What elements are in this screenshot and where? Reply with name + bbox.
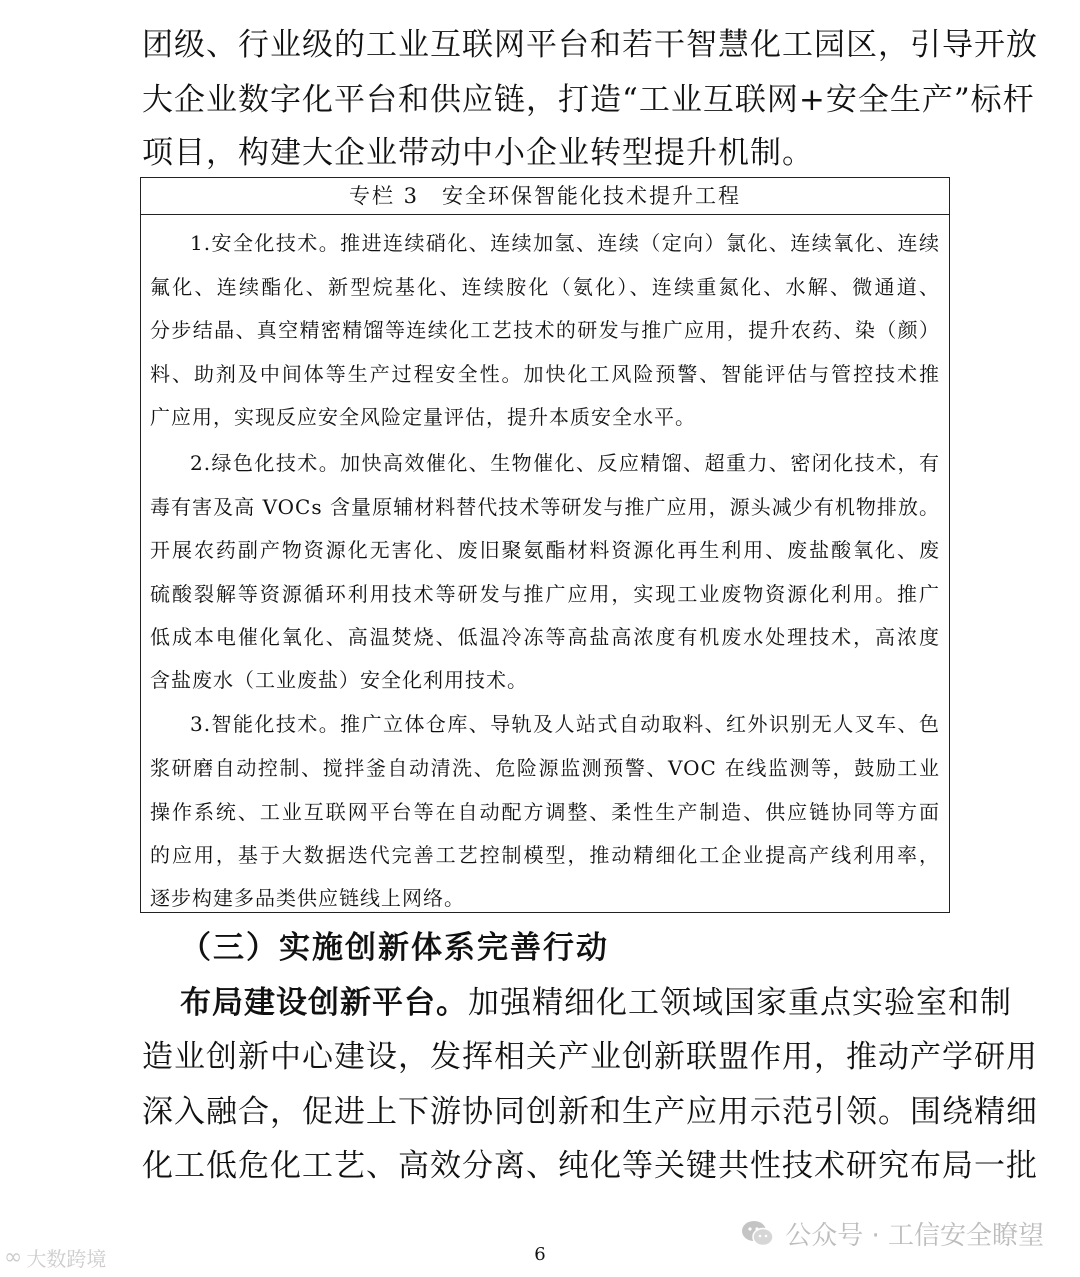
page-number: 6 — [534, 1244, 546, 1265]
paragraph-line: 深入融合，促进上下游协同创新和生产应用示范引领。围绕精细 — [142, 1094, 1038, 1130]
box-line: 的应用，基于大数据迭代完善工艺控制模型，推动精细化工企业提高产线利用率， — [150, 843, 940, 867]
paragraph-first-line — [180, 983, 1012, 1023]
paragraph-line: 项目，构建大企业带动中小企业转型提升机制。 — [142, 135, 814, 171]
box-line: 1.安全化技术。推进连续硝化、连续加氢、连续（定向）氯化、连续氧化、连续 — [190, 231, 940, 255]
section-heading: （三）实施创新体系完善行动 — [180, 930, 609, 966]
box-line: 逐步构建多品类供应链线上网络。 — [150, 886, 465, 910]
box-line: 操作系统、工业互联网平台等在自动配方调整、柔性生产制造、供应链协同等方面 — [150, 800, 940, 824]
box-line: 低成本电催化氧化、高温焚烧、低温冷冻等高盐高浓度有机废水处理技术，高浓度 — [150, 625, 940, 649]
box-line: 含盐废水（工业废盐）安全化利用技术。 — [150, 668, 528, 692]
watermark-right-text: 公众号 · 工信安全瞭望 — [785, 1221, 1044, 1251]
box-line: 开展农药副产物资源化无害化、废旧聚氨酯材料资源化再生利用、废盐酸氧化、废 — [150, 538, 940, 562]
box-line: 广应用，实现反应安全风险定量评估，提升本质安全水平。 — [150, 405, 696, 429]
box-line: 毒有害及高 VOCs 含量原辅材料替代技术等研发与推广应用，源头减少有机物排放。 — [150, 495, 940, 519]
watermark-left — [4, 1243, 106, 1272]
box-line: 2.绿色化技术。加快高效催化、生物催化、反应精馏、超重力、密闭化技术，有 — [190, 451, 940, 475]
infinity-logo-icon: ∞ — [4, 1245, 23, 1270]
paragraph-line: 大企业数字化平台和供应链，打造“工业互联网+安全生产”标杆 — [142, 82, 1035, 118]
paragraph-lead: 布局建设创新平台。 — [180, 985, 468, 1021]
box-line: 料、助剂及中间体等生产过程安全性。加快化工风险预警、智能评估与管控技术推 — [150, 362, 940, 386]
wechat-icon — [741, 1219, 775, 1249]
paragraph-line: 团级、行业级的工业互联网平台和若干智慧化工园区，引导开放 — [142, 27, 1038, 63]
paragraph-line: 造业创新中心建设，发挥相关产业创新联盟作用，推动产学研用 — [142, 1039, 1038, 1075]
column-box-title: 专栏 3 安全环保智能化技术提升工程 — [141, 178, 949, 215]
box-line: 氟化、连续酯化、新型烷基化、连续胺化（氨化）、连续重氮化、水解、微通道、 — [150, 275, 940, 299]
paragraph-first-line-text: 加强精细化工领域国家重点实验室和制 — [468, 985, 1012, 1021]
paragraph-line: 化工低危化工艺、高效分离、纯化等关键共性技术研究布局一批 — [142, 1148, 1038, 1184]
box-line: 硫酸裂解等资源循环利用技术等研发与推广应用，实现工业废物资源化利用。推广 — [150, 582, 940, 606]
box-line: 浆研磨自动控制、搅拌釜自动清洗、危险源监测预警、VOC 在线监测等，鼓励工业 — [150, 756, 940, 780]
watermark-left-text: 大数跨境 — [26, 1247, 107, 1271]
box-line: 3.智能化技术。推广立体仓库、导轨及人站式自动取料、红外识别无人叉车、色 — [190, 712, 940, 736]
watermark-right — [741, 1215, 1044, 1252]
column-box — [140, 177, 950, 913]
box-line: 分步结晶、真空精密精馏等连续化工艺技术的研发与推广应用，提升农药、染（颜） — [150, 318, 940, 342]
